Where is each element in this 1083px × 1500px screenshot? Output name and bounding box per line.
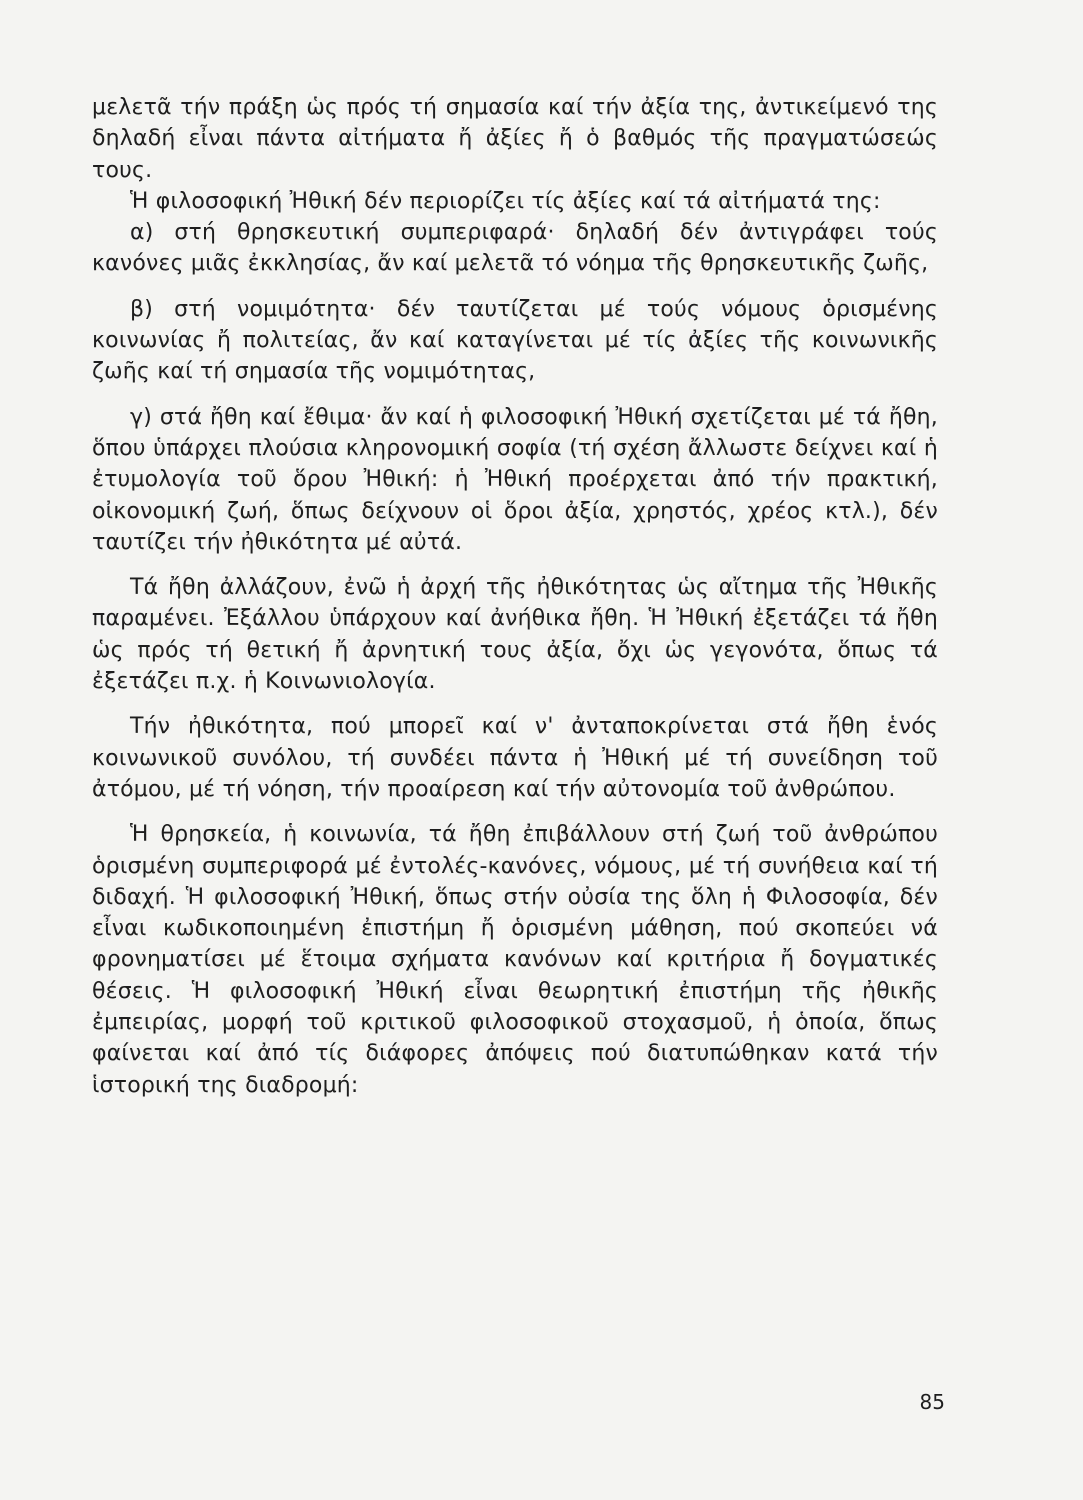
paragraph-philosophical-ethics: Ἡ θρησκεία, ἡ κοινωνία, τά ἤθη ἐπιβάλλουν στή ζωή τοῦ ἀνθρώπου ὁρισμένη συμπεριφορά μέ ἐντολές-κανόνες, νόμους, μέ τή συνήθεια καί τή διδαχή. Ἡ φιλοσοφική Ἠθική, ὅπως στήν οὐσία της ὅλη ἡ Φιλοσοφία, δέν εἶναι κωδικοποιημένη ἐπιστήμη ἤ ὁρισμένη μάθηση, πού σκοπεύει νά φρονηματίσει μέ ἕτοιμα σχήματα κανόνων καί κριτήρια ἤ δογματικές θέσεις. Ἡ φιλοσοφική Ἠθική εἶναι θεωρητική ἐπιστήμη τῆς ἠθικῆς ἐμπειρίας, μορφή τοῦ κριτικοῦ φιλοσοφικοῦ στοχασμοῦ, ἡ ὁποία, ὅπως φαίνεται καί ἀπό τίς διάφορες ἀπόψεις πού διατυπώθηκαν κατά τήν ἱστορική της διαδρομή: xyxy=(92,822,938,1098)
body-text xyxy=(92,92,938,1101)
page-number: 85 xyxy=(919,1390,945,1414)
paragraph-continuation: μελετᾶ τήν πράξη ὡς πρός τή σημασία καί τήν ἀξία της, ἀντικείμενό της δηλαδή εἶναι πάντα αἰτήματα ἤ ἀξίες ἤ ὁ βαθμός τῆς πραγματώσεώς τους. xyxy=(92,95,938,183)
paragraph-point-a: α) στή θρησκευτική συμπεριφαρά· δηλαδή δέν ἀντιγράφει τούς κανόνες μιᾶς ἐκκλησίας, ἄν καί μελετᾶ τό νόημα τῆς θρησκευτικῆς ζωῆς, xyxy=(92,220,938,277)
paragraph-point-c: γ) στά ἤθη καί ἔθιμα· ἄν καί ἡ φιλοσοφική Ἠθική σχετίζεται μέ τά ἤθη, ὅπου ὑπάρχει πλούσια κληρονομική σοφία (τή σχέση ἄλλωστε δείχνει καί ἡ ἐτυμολογία τοῦ ὅρου Ἠθική: ἡ Ἠθική προέρχεται ἀπό τήν πρακτική, οἰκονομική ζωή, ὅπως δείχνουν οἱ ὅροι ἀξία, χρηστός, χρέος κτλ.), δέν ταυτίζει τήν ἠθικότητα μέ αὐτά. xyxy=(92,404,938,555)
paragraph-customs-change: Τά ἤθη ἀλλάζουν, ἐνῶ ἡ ἀρχή τῆς ἠθικότητας ὡς αἴτημα τῆς Ἠθικῆς παραμένει. Ἐξάλλου ὑπάρχουν καί ἀνήθικα ἤθη. Ἡ Ἠθική ἐξετάζει τά ἤθη ὡς πρός τή θετική ἤ ἀρνητική τους ἀξία, ὄχι ὡς γεγονότα, ὅπως τά ἐξετάζει π.χ. ἡ Κοινωνιολογία. xyxy=(92,575,938,695)
paragraph-ethics-scope: Ἡ φιλοσοφική Ἠθική δέν περιορίζει τίς ἀξίες καί τά αἰτήματά της: xyxy=(130,188,881,214)
paragraph-morality-conscience: Τήν ἠθικότητα, πού μπορεῖ καί ν' ἀνταποκρίνεται στά ἤθη ἑνός κοινωνικοῦ συνόλου, τή συνδέει πάντα ἡ Ἠθική μέ τή συνείδηση τοῦ ἀτόμου, μέ τή νόηση, τήν προαίρεση καί τήν αὐτονομία τοῦ ἀνθρώπου. xyxy=(92,714,938,802)
paragraph-point-b: β) στή νομιμότητα· δέν ταυτίζεται μέ τούς νόμους ὁρισμένης κοινωνίας ἤ πολιτείας, ἄν καί καταγίνεται μέ τίς ἀξίες τῆς κοινωνικῆς ζωῆς καί τή σημασία τῆς νομιμότητας, xyxy=(92,296,938,385)
